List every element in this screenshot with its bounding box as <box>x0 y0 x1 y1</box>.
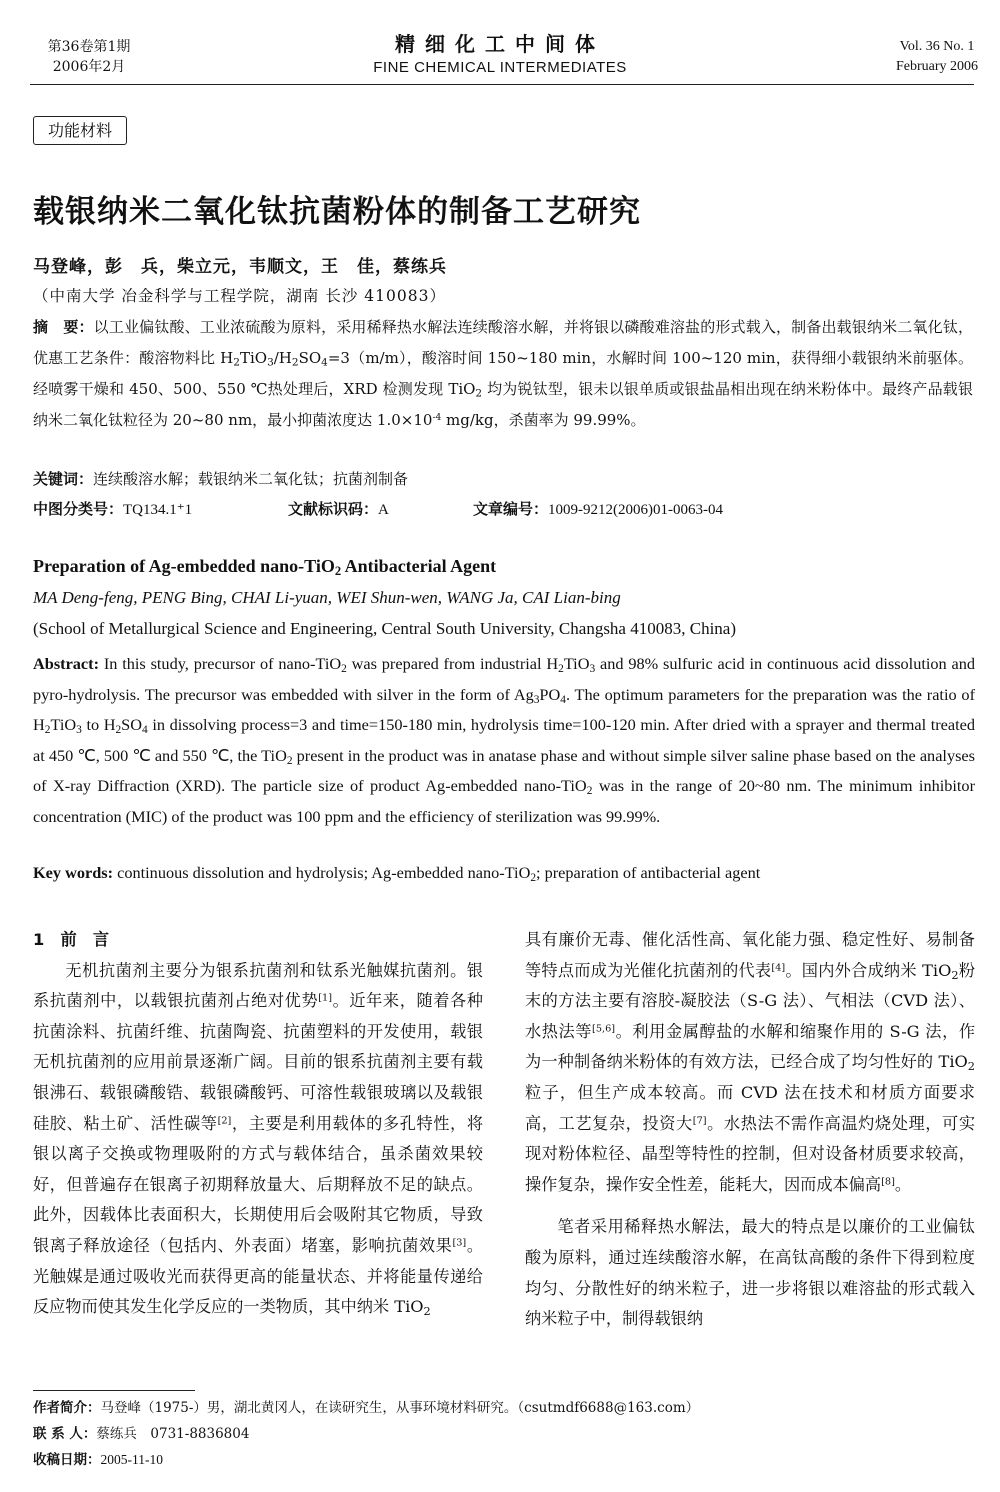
article-number: 文章编号：1009-9212(2006)01-0063-04 <box>473 500 723 518</box>
english-abstract-label: Abstract: <box>33 654 100 673</box>
footnote-contact: 联 系 人：蔡练兵 0731-8836804 <box>33 1426 250 1442</box>
english-abstract: Abstract: In this study, precursor of nano-TiO$_2$ was prepared from industrial $H_2TiO_3$ and 98% sulfuric acid in continuous acid dissolution and pyro-hydrolysis. The precursor was embedded with silver in the form of $Ag_3PO_4$. The optimum parameters for the preparation was the ratio of $H_2TiO_3$ to $H_2SO_4$ in dissolving process=3 and time=150-180 min, hydrolysis time=100-120 min. After dried with a sprayer and thermal treated at 450 ℃, 500 ℃ and 550 ℃, the TiO$_2$ present in the product was in anatase phase and without simple silver saline phase based on the analyses of X-ray Diffraction (XRD). The particle size of product Ag-embedded nano-TiO$_2$ was in the range of 20~80 nm. The minimum inhibitor concentration (MIC) of the product was 100 ppm and the efficiency of sterilization was 99.99%. <box>33 654 976 826</box>
volume-cn: 第36卷第1期 <box>47 39 131 55</box>
intro-paragraph-cont: 具有廉价无毒、催化活性高、氧化能力强、稳定性好、易制备等特点而成为光催化抗菌剂的代表[4]。国内外合成纳米 TiO$_2$粉末的方法主要有溶胶-凝胶法（S-G 法）、气相法（CVD 法）、水热法等[5,6]。利用金属醇盐的水解和缩聚作用的 S-G 法，作为一种制备纳米粉体的有效方法，已经合成了均匀性好的 TiO$_2$粒子，但生产成本较高。而 CVD 法在技术和材质方面要求高，工艺复杂，投资大[7]。水热法不需作高温灼烧处理，可实现对粉体粒径、晶型等特性的控制，但对设备材质要求较高，操作复杂，操作安全性差，能耗大，因而成本偏高[8]。 <box>525 930 976 1194</box>
english-authors: MA Deng-feng, PENG Bing, CHAI Li-yuan, WEI Shun-wen, WANG Ja, CAI Lian-bing <box>33 588 621 607</box>
section-heading: 1 前 言 <box>33 930 110 949</box>
method-paragraph: 笔者采用稀释热水解法，最大的特点是以廉价的工业偏钛酸为原料，通过连续酸溶水解，在高钛高酸的条件下得到粒度均匀、分散性好的纳米粒子，进一步将银以难溶盐的形式载入纳米粒子中，制得载银纳 <box>525 1217 975 1329</box>
authors: 马登峰，彭 兵，柴立元，韦顺文，王 佳，蔡练兵 <box>33 257 447 277</box>
section-tag: 功能材料 <box>33 116 127 145</box>
intro-paragraph: 无机抗菌剂主要分为银系抗菌剂和钛系光触媒抗菌剂。银系抗菌剂中，以载银抗菌剂占绝对优势[1]。近年来，随着各种抗菌涂料、抗菌纤维、抗菌陶瓷、抗菌塑料的开发使用，载银无机抗菌剂的应用前景逐渐广阔。目前的银系抗菌剂主要有载银沸石、载银磷酸锆、载银磷酸钙、可溶性载银玻璃以及载银硅胶、粘土矿、活性碳等[2]，主要是利用载体的多孔特性，将银以离子交换或物理吸附的方式与载体结合，虽杀菌效果较好，但普遍存在银离子初期释放量大、后期释放不足的缺点。此外，因载体比表面积大，长期使用后会吸附其它物质，导致银离子释放途径（包括内、外表面）堵塞，影响抗菌效果[3]。光触媒是通过吸收光而获得更高的能量状态、并将能量传递给反应物而使其发生化学反应的一类物质，其中纳米 TiO$_2$ <box>33 960 484 1318</box>
affiliation: （中南大学 冶金科学与工程学院，湖南 长沙 410083） <box>33 287 446 305</box>
journal-name <box>0 28 1000 76</box>
footnote-rule <box>33 1390 195 1391</box>
date-cn: 2006年2月 <box>52 59 126 75</box>
keywords-cn: 关键词：连续酸溶水解；载银纳米二氧化钛；抗菌剂制备 <box>33 470 409 488</box>
issue-info-en <box>896 37 978 77</box>
body-right-column <box>525 925 975 1335</box>
english-affiliation: (School of Metallurgical Science and Engineering, Central South University, Changsha 410083, China) <box>33 619 736 638</box>
date-en: February 2006 <box>895 59 978 74</box>
english-keywords-label: Key words: <box>33 863 114 882</box>
keywords-label: 关键词： <box>33 470 94 488</box>
clc-code: 中图分类号：TQ134.1⁺1 <box>33 500 193 518</box>
abstract-label: 摘 要： <box>33 318 94 336</box>
english-title: Preparation of Ag-embedded nano-TiO$_2$ Antibacterial Agent <box>33 556 497 579</box>
doc-code: 文献标识码：A <box>288 500 389 518</box>
body-left-column <box>33 925 483 1323</box>
journal-name-en: FINE CHEMICAL INTERMEDIATES <box>373 59 627 76</box>
journal-name-cn: 精细化工中间体 <box>395 32 605 56</box>
footnote-author: 作者简介：马登峰（1975-）男，湖北黄冈人，在读研究生，从事环境材料研究。（csutmdf6688@163.com） <box>33 1400 700 1416</box>
header-rule <box>30 84 974 85</box>
paper-title: 载银纳米二氧化钛抗菌粉体的制备工艺研究 <box>33 194 641 230</box>
english-keywords: Key words: continuous dissolution and hydrolysis; Ag-embedded nano-TiO$_2$; preparation of antibacterial agent <box>33 863 761 884</box>
volume-en: Vol. 36 No. 1 <box>899 39 975 54</box>
footnote-received: 收稿日期：2005-11-10 <box>33 1452 163 1468</box>
abstract-cn: 摘 要：以工业偏钛酸、工业浓硫酸为原料，采用稀释热水解法连续酸溶水解，并将银以磷酸难溶盐的形式载入，制备出载银纳米二氧化钛，优惠工艺条件：酸溶物料比 $H_2TiO_3/H_2SO_4=3(m/m)$，酸溶时间 150~180 min，水解时间 100~120 min，获得细小载银纳米前驱体。经喷雾干燥和 450、500、550 ℃热处理后，XRD 检测发现 TiO$_2$ 均为锐钛型，银未以银单质或银盐晶相出现在纳米粉体中。最终产品载银纳米二氧化钛粒径为 20~80 nm，最小抑菌浓度达 $1.0\times 10^{-4}$ mg/kg，杀菌率为 99.99%。 <box>33 318 973 429</box>
